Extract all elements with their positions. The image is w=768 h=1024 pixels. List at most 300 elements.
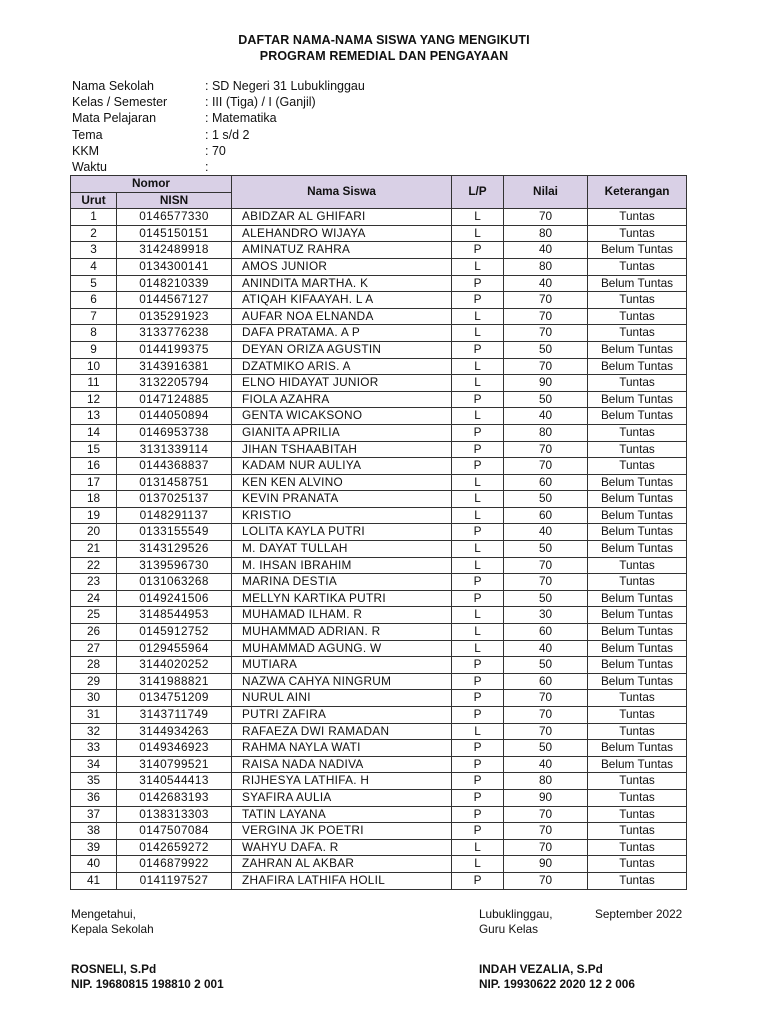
cell-urut: 11 bbox=[71, 375, 117, 392]
cell-keterangan: Tuntas bbox=[588, 773, 687, 790]
cell-urut: 24 bbox=[71, 590, 117, 607]
cell-lp: P bbox=[452, 673, 504, 690]
header-nilai: Nilai bbox=[504, 176, 588, 209]
table-row bbox=[71, 408, 687, 425]
cell-nama: MUHAMMAD ADRIAN. R bbox=[232, 624, 452, 641]
cell-nisn: 0149241506 bbox=[117, 590, 232, 607]
cell-nilai: 70 bbox=[504, 823, 588, 840]
meta-row bbox=[72, 127, 365, 143]
cell-keterangan: Belum Tuntas bbox=[588, 507, 687, 524]
meta-value: : Matematika bbox=[205, 111, 277, 126]
meta-label: Nama Sekolah bbox=[72, 79, 154, 93]
principal-signature-block bbox=[71, 962, 224, 991]
cell-nama: KRISTIO bbox=[232, 507, 452, 524]
cell-nilai: 70 bbox=[504, 839, 588, 856]
cell-nisn: 0138313303 bbox=[117, 806, 232, 823]
teacher-name: INDAH VEZALIA, S.Pd bbox=[479, 962, 603, 976]
teacher-signature-block bbox=[479, 962, 635, 991]
cell-nilai: 70 bbox=[504, 209, 588, 226]
table-row bbox=[71, 325, 687, 342]
cell-urut: 19 bbox=[71, 507, 117, 524]
cell-keterangan: Tuntas bbox=[588, 292, 687, 309]
cell-nisn: 3143129526 bbox=[117, 541, 232, 558]
cell-keterangan: Tuntas bbox=[588, 458, 687, 475]
cell-lp: L bbox=[452, 541, 504, 558]
cell-nilai: 50 bbox=[504, 341, 588, 358]
cell-nilai: 70 bbox=[504, 557, 588, 574]
cell-nilai: 80 bbox=[504, 424, 588, 441]
cell-nilai: 50 bbox=[504, 491, 588, 508]
cell-nisn: 0144050894 bbox=[117, 408, 232, 425]
cell-keterangan: Tuntas bbox=[588, 258, 687, 275]
cell-nama: DZATMIKO ARIS. A bbox=[232, 358, 452, 375]
cell-nilai: 70 bbox=[504, 325, 588, 342]
cell-urut: 10 bbox=[71, 358, 117, 375]
cell-keterangan: Tuntas bbox=[588, 789, 687, 806]
cell-nisn: 0146953738 bbox=[117, 424, 232, 441]
meta-value: : SD Negeri 31 Lubuklinggau bbox=[205, 79, 365, 93]
cell-keterangan: Tuntas bbox=[588, 375, 687, 392]
cell-keterangan: Tuntas bbox=[588, 823, 687, 840]
cell-keterangan: Tuntas bbox=[588, 574, 687, 591]
cell-lp: L bbox=[452, 225, 504, 242]
header-nisn: NISN bbox=[117, 192, 232, 209]
cell-lp: P bbox=[452, 574, 504, 591]
cell-lp: L bbox=[452, 557, 504, 574]
cell-nisn: 0133155549 bbox=[117, 524, 232, 541]
cell-keterangan: Tuntas bbox=[588, 308, 687, 325]
cell-nilai: 40 bbox=[504, 275, 588, 292]
student-table bbox=[70, 175, 687, 890]
table-row bbox=[71, 458, 687, 475]
table-row bbox=[71, 308, 687, 325]
cell-lp: P bbox=[452, 690, 504, 707]
acknowledged-label: Mengetahui, bbox=[71, 907, 136, 921]
cell-nisn: 0146577330 bbox=[117, 209, 232, 226]
cell-nisn: 0137025137 bbox=[117, 491, 232, 508]
cell-nilai: 70 bbox=[504, 707, 588, 724]
table-row bbox=[71, 673, 687, 690]
table-row bbox=[71, 590, 687, 607]
cell-keterangan: Belum Tuntas bbox=[588, 541, 687, 558]
student-table-body bbox=[71, 209, 687, 889]
meta-label: Mata Pelajaran bbox=[72, 111, 157, 126]
table-row bbox=[71, 209, 687, 226]
cell-nisn: 3144020252 bbox=[117, 657, 232, 674]
cell-nilai: 30 bbox=[504, 607, 588, 624]
table-row bbox=[71, 756, 687, 773]
cell-urut: 26 bbox=[71, 624, 117, 641]
cell-nama: RAHMA NAYLA WATI bbox=[232, 740, 452, 757]
cell-urut: 14 bbox=[71, 424, 117, 441]
cell-nisn: 0134300141 bbox=[117, 258, 232, 275]
cell-nama: KEVIN PRANATA bbox=[232, 491, 452, 508]
cell-nama: ANINDITA MARTHA. K bbox=[232, 275, 452, 292]
cell-nisn: 0147507084 bbox=[117, 823, 232, 840]
cell-nilai: 70 bbox=[504, 723, 588, 740]
cell-lp: L bbox=[452, 358, 504, 375]
cell-urut: 36 bbox=[71, 789, 117, 806]
table-row bbox=[71, 624, 687, 641]
cell-keterangan: Belum Tuntas bbox=[588, 242, 687, 259]
cell-urut: 2 bbox=[71, 225, 117, 242]
place-label: Lubuklinggau, bbox=[479, 907, 553, 921]
cell-nilai: 70 bbox=[504, 574, 588, 591]
table-row bbox=[71, 441, 687, 458]
meta-value: : bbox=[205, 159, 209, 174]
cell-nilai: 40 bbox=[504, 640, 588, 657]
cell-lp: L bbox=[452, 408, 504, 425]
cell-nama: MELLYN KARTIKA PUTRI bbox=[232, 590, 452, 607]
cell-keterangan: Tuntas bbox=[588, 806, 687, 823]
cell-keterangan: Tuntas bbox=[588, 690, 687, 707]
cell-urut: 13 bbox=[71, 408, 117, 425]
signature-left bbox=[71, 907, 154, 936]
cell-lp: P bbox=[452, 275, 504, 292]
cell-urut: 18 bbox=[71, 491, 117, 508]
cell-nisn: 0134751209 bbox=[117, 690, 232, 707]
cell-nisn: 0144368837 bbox=[117, 458, 232, 475]
cell-keterangan: Belum Tuntas bbox=[588, 408, 687, 425]
meta-row bbox=[72, 78, 365, 94]
cell-nama: RAFAEZA DWI RAMADAN bbox=[232, 723, 452, 740]
cell-lp: L bbox=[452, 839, 504, 856]
cell-nama: LOLITA KAYLA PUTRI bbox=[232, 524, 452, 541]
cell-urut: 31 bbox=[71, 707, 117, 724]
cell-nilai: 40 bbox=[504, 242, 588, 259]
cell-nisn: 3139596730 bbox=[117, 557, 232, 574]
header-nama-siswa: Nama Siswa bbox=[232, 176, 452, 209]
cell-nilai: 70 bbox=[504, 358, 588, 375]
meta-row bbox=[72, 94, 365, 110]
header-lp: L/P bbox=[452, 176, 504, 209]
table-row bbox=[71, 424, 687, 441]
cell-lp: P bbox=[452, 707, 504, 724]
cell-lp: P bbox=[452, 806, 504, 823]
cell-keterangan: Belum Tuntas bbox=[588, 275, 687, 292]
cell-nilai: 50 bbox=[504, 541, 588, 558]
table-row bbox=[71, 491, 687, 508]
cell-nama: JIHAN TSHAABITAH bbox=[232, 441, 452, 458]
cell-keterangan: Belum Tuntas bbox=[588, 358, 687, 375]
cell-nisn: 3143711749 bbox=[117, 707, 232, 724]
table-row bbox=[71, 541, 687, 558]
cell-nilai: 70 bbox=[504, 292, 588, 309]
cell-nama: ELNO HIDAYAT JUNIOR bbox=[232, 375, 452, 392]
cell-urut: 16 bbox=[71, 458, 117, 475]
cell-keterangan: Tuntas bbox=[588, 441, 687, 458]
cell-nilai: 90 bbox=[504, 856, 588, 873]
table-row bbox=[71, 258, 687, 275]
cell-lp: L bbox=[452, 325, 504, 342]
cell-urut: 7 bbox=[71, 308, 117, 325]
cell-lp: L bbox=[452, 507, 504, 524]
cell-urut: 9 bbox=[71, 341, 117, 358]
cell-nama: MARINA DESTIA bbox=[232, 574, 452, 591]
cell-nama: MUHAMMAD AGUNG. W bbox=[232, 640, 452, 657]
cell-urut: 35 bbox=[71, 773, 117, 790]
cell-nisn: 3141988821 bbox=[117, 673, 232, 690]
cell-nilai: 70 bbox=[504, 806, 588, 823]
cell-urut: 27 bbox=[71, 640, 117, 657]
cell-lp: L bbox=[452, 624, 504, 641]
cell-lp: L bbox=[452, 723, 504, 740]
cell-nisn: 0149346923 bbox=[117, 740, 232, 757]
cell-nama: M. DAYAT TULLAH bbox=[232, 541, 452, 558]
cell-urut: 41 bbox=[71, 872, 117, 889]
cell-urut: 1 bbox=[71, 209, 117, 226]
cell-nama: GENTA WICAKSONO bbox=[232, 408, 452, 425]
cell-nama: TATIN LAYANA bbox=[232, 806, 452, 823]
cell-lp: P bbox=[452, 341, 504, 358]
cell-nisn: 3142489918 bbox=[117, 242, 232, 259]
cell-keterangan: Belum Tuntas bbox=[588, 341, 687, 358]
table-row bbox=[71, 856, 687, 873]
cell-nisn: 3148544953 bbox=[117, 607, 232, 624]
cell-nama: WAHYU DAFA. R bbox=[232, 839, 452, 856]
document-title-line2: PROGRAM REMEDIAL DAN PENGAYAAN bbox=[259, 49, 509, 63]
cell-nisn: 3143916381 bbox=[117, 358, 232, 375]
cell-keterangan: Tuntas bbox=[588, 707, 687, 724]
cell-nilai: 70 bbox=[504, 441, 588, 458]
table-row bbox=[71, 607, 687, 624]
cell-keterangan: Tuntas bbox=[588, 872, 687, 889]
meta-label: Waktu bbox=[72, 159, 107, 174]
cell-keterangan: Tuntas bbox=[588, 225, 687, 242]
cell-nisn: 0142683193 bbox=[117, 789, 232, 806]
cell-urut: 17 bbox=[71, 474, 117, 491]
cell-urut: 29 bbox=[71, 673, 117, 690]
date-label: September 2022 bbox=[595, 907, 683, 921]
cell-nisn: 0148210339 bbox=[117, 275, 232, 292]
meta-row bbox=[72, 110, 365, 126]
teacher-nip: NIP. 19930622 2020 12 2 006 bbox=[479, 976, 635, 991]
table-row bbox=[71, 823, 687, 840]
cell-nama: MUHAMAD ILHAM. R bbox=[232, 607, 452, 624]
cell-nilai: 60 bbox=[504, 673, 588, 690]
cell-keterangan: Tuntas bbox=[588, 209, 687, 226]
cell-keterangan: Belum Tuntas bbox=[588, 657, 687, 674]
cell-urut: 40 bbox=[71, 856, 117, 873]
cell-nisn: 3133776238 bbox=[117, 325, 232, 342]
meta-value: : III (Tiga) / I (Ganjil) bbox=[205, 95, 316, 110]
cell-nisn: 0135291923 bbox=[117, 308, 232, 325]
cell-keterangan: Tuntas bbox=[588, 424, 687, 441]
cell-keterangan: Belum Tuntas bbox=[588, 640, 687, 657]
cell-lp: P bbox=[452, 391, 504, 408]
table-row bbox=[71, 640, 687, 657]
table-row bbox=[71, 789, 687, 806]
table-row bbox=[71, 358, 687, 375]
table-row bbox=[71, 740, 687, 757]
cell-lp: P bbox=[452, 789, 504, 806]
cell-nisn: 3144934263 bbox=[117, 723, 232, 740]
cell-nisn: 0146879922 bbox=[117, 856, 232, 873]
cell-urut: 30 bbox=[71, 690, 117, 707]
cell-nama: FIOLA AZAHRA bbox=[232, 391, 452, 408]
cell-urut: 32 bbox=[71, 723, 117, 740]
table-row bbox=[71, 773, 687, 790]
cell-lp: L bbox=[452, 308, 504, 325]
meta-value: : 1 s/d 2 bbox=[205, 127, 250, 142]
cell-nisn: 0144567127 bbox=[117, 292, 232, 309]
table-row bbox=[71, 507, 687, 524]
table-row bbox=[71, 474, 687, 491]
cell-nama: AMOS JUNIOR bbox=[232, 258, 452, 275]
cell-nama: ZAHRAN AL AKBAR bbox=[232, 856, 452, 873]
table-row bbox=[71, 707, 687, 724]
cell-urut: 5 bbox=[71, 275, 117, 292]
cell-lp: P bbox=[452, 292, 504, 309]
cell-urut: 4 bbox=[71, 258, 117, 275]
cell-lp: L bbox=[452, 607, 504, 624]
school-info bbox=[72, 78, 365, 175]
cell-keterangan: Belum Tuntas bbox=[588, 524, 687, 541]
cell-urut: 38 bbox=[71, 823, 117, 840]
header-urut: Urut bbox=[71, 192, 117, 209]
cell-nilai: 40 bbox=[504, 756, 588, 773]
cell-nilai: 90 bbox=[504, 375, 588, 392]
cell-lp: P bbox=[452, 756, 504, 773]
cell-urut: 39 bbox=[71, 839, 117, 856]
cell-nama: GIANITA APRILIA bbox=[232, 424, 452, 441]
cell-nisn: 0147124885 bbox=[117, 391, 232, 408]
cell-nilai: 80 bbox=[504, 773, 588, 790]
cell-nama: ATIQAH KIFAAYAH. L A bbox=[232, 292, 452, 309]
cell-nisn: 0144199375 bbox=[117, 341, 232, 358]
cell-keterangan: Belum Tuntas bbox=[588, 673, 687, 690]
cell-nilai: 70 bbox=[504, 690, 588, 707]
meta-value: : 70 bbox=[205, 143, 226, 158]
cell-keterangan: Belum Tuntas bbox=[588, 624, 687, 641]
cell-urut: 6 bbox=[71, 292, 117, 309]
table-row bbox=[71, 341, 687, 358]
cell-nama: RIJHESYA LATHIFA. H bbox=[232, 773, 452, 790]
meta-row bbox=[72, 159, 365, 175]
cell-nama: M. IHSAN IBRAHIM bbox=[232, 557, 452, 574]
header-keterangan: Keterangan bbox=[588, 176, 687, 209]
cell-lp: L bbox=[452, 491, 504, 508]
cell-lp: P bbox=[452, 872, 504, 889]
table-row bbox=[71, 657, 687, 674]
cell-keterangan: Tuntas bbox=[588, 839, 687, 856]
cell-lp: P bbox=[452, 441, 504, 458]
cell-nilai: 50 bbox=[504, 391, 588, 408]
table-row bbox=[71, 557, 687, 574]
document-title-line1: DAFTAR NAMA-NAMA SISWA YANG MENGIKUTI bbox=[238, 33, 530, 47]
cell-nilai: 70 bbox=[504, 308, 588, 325]
cell-keterangan: Belum Tuntas bbox=[588, 491, 687, 508]
header-nomor: Nomor bbox=[71, 176, 232, 193]
table-row bbox=[71, 690, 687, 707]
principal-role: Kepala Sekolah bbox=[71, 921, 154, 936]
cell-urut: 23 bbox=[71, 574, 117, 591]
cell-keterangan: Tuntas bbox=[588, 856, 687, 873]
cell-lp: P bbox=[452, 823, 504, 840]
cell-urut: 22 bbox=[71, 557, 117, 574]
cell-lp: P bbox=[452, 242, 504, 259]
cell-lp: P bbox=[452, 773, 504, 790]
cell-nilai: 70 bbox=[504, 872, 588, 889]
cell-nisn: 3131339114 bbox=[117, 441, 232, 458]
cell-keterangan: Belum Tuntas bbox=[588, 590, 687, 607]
cell-nama: VERGINA JK POETRI bbox=[232, 823, 452, 840]
cell-nilai: 40 bbox=[504, 408, 588, 425]
cell-nilai: 50 bbox=[504, 657, 588, 674]
cell-lp: P bbox=[452, 657, 504, 674]
meta-row bbox=[72, 143, 365, 159]
cell-urut: 3 bbox=[71, 242, 117, 259]
cell-nama: DAFA PRATAMA. A P bbox=[232, 325, 452, 342]
cell-nama: NURUL AINI bbox=[232, 690, 452, 707]
table-row bbox=[71, 292, 687, 309]
cell-nama: KADAM NUR AULIYA bbox=[232, 458, 452, 475]
cell-lp: P bbox=[452, 424, 504, 441]
cell-nisn: 0131458751 bbox=[117, 474, 232, 491]
cell-lp: P bbox=[452, 740, 504, 757]
cell-nama: ZHAFIRA LATHIFA HOLIL bbox=[232, 872, 452, 889]
meta-label: Kelas / Semester bbox=[72, 95, 168, 110]
table-row bbox=[71, 242, 687, 259]
cell-urut: 25 bbox=[71, 607, 117, 624]
cell-nama: ABIDZAR AL GHIFARI bbox=[232, 209, 452, 226]
cell-lp: L bbox=[452, 474, 504, 491]
cell-nama: AMINATUZ RAHRA bbox=[232, 242, 452, 259]
cell-urut: 37 bbox=[71, 806, 117, 823]
principal-name: ROSNELI, S.Pd bbox=[71, 962, 157, 976]
table-row bbox=[71, 275, 687, 292]
cell-nilai: 60 bbox=[504, 474, 588, 491]
cell-nisn: 0145150151 bbox=[117, 225, 232, 242]
cell-nisn: 3140799521 bbox=[117, 756, 232, 773]
cell-nilai: 50 bbox=[504, 590, 588, 607]
cell-nama: SYAFIRA AULIA bbox=[232, 789, 452, 806]
cell-nilai: 90 bbox=[504, 789, 588, 806]
cell-nama: NAZWA CAHYA NINGRUM bbox=[232, 673, 452, 690]
cell-urut: 21 bbox=[71, 541, 117, 558]
cell-nama: RAISA NADA NADIVA bbox=[232, 756, 452, 773]
signature-right bbox=[479, 907, 552, 936]
cell-nama: AUFAR NOA ELNANDA bbox=[232, 308, 452, 325]
principal-nip: NIP. 19680815 198810 2 001 bbox=[71, 976, 224, 991]
cell-keterangan: Tuntas bbox=[588, 723, 687, 740]
cell-urut: 8 bbox=[71, 325, 117, 342]
cell-lp: L bbox=[452, 209, 504, 226]
table-row bbox=[71, 872, 687, 889]
cell-nama: KEN KEN ALVINO bbox=[232, 474, 452, 491]
cell-keterangan: Belum Tuntas bbox=[588, 607, 687, 624]
cell-nisn: 0148291137 bbox=[117, 507, 232, 524]
cell-urut: 28 bbox=[71, 657, 117, 674]
table-row bbox=[71, 391, 687, 408]
cell-nilai: 60 bbox=[504, 624, 588, 641]
cell-nilai: 70 bbox=[504, 458, 588, 475]
cell-keterangan: Belum Tuntas bbox=[588, 474, 687, 491]
teacher-role: Guru Kelas bbox=[479, 921, 539, 936]
table-row bbox=[71, 524, 687, 541]
cell-urut: 12 bbox=[71, 391, 117, 408]
table-row bbox=[71, 806, 687, 823]
cell-nama: PUTRI ZAFIRA bbox=[232, 707, 452, 724]
table-row bbox=[71, 574, 687, 591]
cell-lp: L bbox=[452, 640, 504, 657]
meta-label: Tema bbox=[72, 127, 103, 142]
table-row bbox=[71, 375, 687, 392]
cell-urut: 20 bbox=[71, 524, 117, 541]
cell-urut: 15 bbox=[71, 441, 117, 458]
cell-nisn: 0145912752 bbox=[117, 624, 232, 641]
cell-urut: 33 bbox=[71, 740, 117, 757]
